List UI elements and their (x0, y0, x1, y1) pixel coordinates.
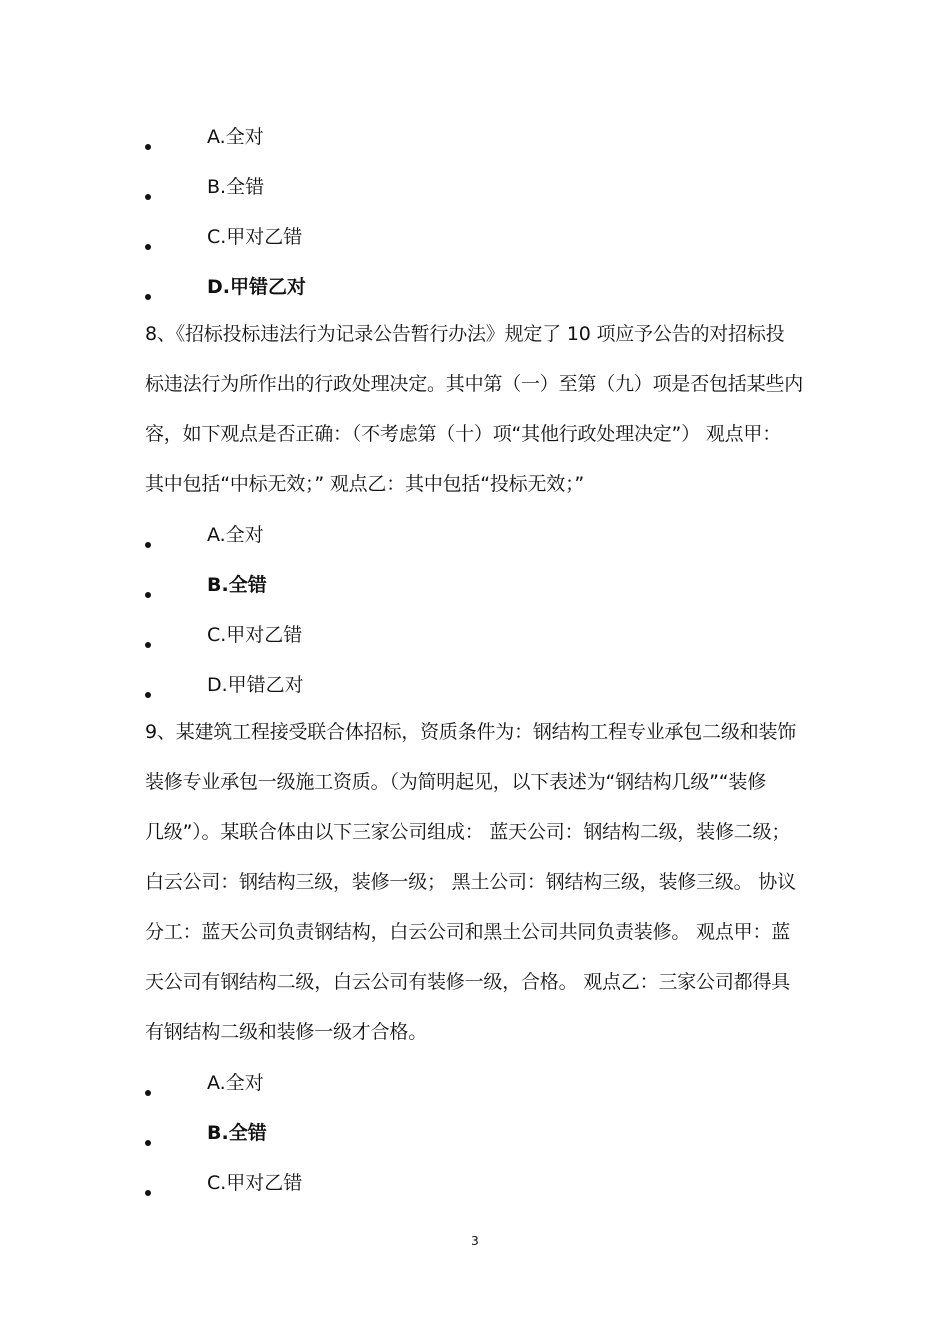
q7-option-c[interactable] (0, 224, 950, 264)
bullet-icon (145, 692, 151, 698)
page-number: 3 (471, 1234, 479, 1248)
q8-line-3: 容，如下观点是否正确：（不考虑第（十）项“其他行政处理决定”） 观点甲： (145, 423, 782, 445)
q8-option-d-label: D.甲错乙对 (207, 674, 304, 696)
q9-question-text (145, 707, 817, 1057)
q9-option-a-label: A.全对 (207, 1072, 264, 1094)
q8-line-1: 8、《招标投标违法行为记录公告暂行办法》规定了 10 项应予公告的对招标投 (145, 323, 785, 345)
q8-question-text (145, 309, 817, 509)
q9-option-b-label: B.全错 (207, 1122, 267, 1144)
bullet-icon (145, 1090, 151, 1096)
bullet-icon (145, 194, 151, 200)
q7-option-d-label: D.甲错乙对 (207, 276, 306, 298)
q7-option-b-label: B.全错 (207, 176, 265, 198)
q8-option-b-label: B.全错 (207, 574, 267, 596)
q9-line-5: 分工：蓝天公司负责钢结构，白云公司和黑土公司共同负责装修。 观点甲：蓝 (145, 921, 791, 943)
bullet-icon (145, 144, 151, 150)
q8-option-a-label: A.全对 (207, 524, 264, 546)
q9-option-c-label: C.甲对乙错 (207, 1172, 303, 1194)
q9-line-1: 9、某建筑工程接受联合体招标，资质条件为：钢结构工程专业承包二级和装饰 (145, 721, 797, 743)
q8-line-4: 其中包括“中标无效；” 观点乙：其中包括“投标无效；” (145, 473, 585, 495)
q8-option-d[interactable] (0, 672, 950, 712)
bullet-icon (145, 542, 151, 548)
q9-line-6: 天公司有钢结构二级，白云公司有装修一级，合格。 观点乙：三家公司都得具 (145, 971, 791, 993)
q8-option-c[interactable] (0, 622, 950, 662)
bullet-icon (145, 244, 151, 250)
q7-option-c-label: C.甲对乙错 (207, 226, 303, 248)
q9-line-3: 几级”）。某联合体由以下三家公司组成： 蓝天公司：钢结构二级，装修二级； (145, 821, 791, 843)
q9-line-2: 装修专业承包一级施工资质。（为简明起见，以下表述为“钢结构几级”“装修 (145, 771, 767, 793)
q9-line-4: 白云公司：钢结构三级，装修一级； 黑土公司：钢结构三级，装修三级。 协议 (145, 871, 796, 893)
q8-option-a[interactable] (0, 522, 950, 562)
q9-option-c[interactable] (0, 1170, 950, 1210)
q9-option-a[interactable] (0, 1070, 950, 1110)
q9-line-7: 有钢结构二级和装修一级才合格。 (145, 1021, 428, 1043)
q7-option-b[interactable] (0, 174, 950, 214)
q9-option-b[interactable] (0, 1120, 950, 1160)
bullet-icon (145, 1190, 151, 1196)
q7-option-a-label: A.全对 (207, 126, 264, 148)
q8-option-b[interactable] (0, 572, 950, 612)
q7-option-a[interactable] (0, 124, 950, 164)
bullet-icon (145, 642, 151, 648)
bullet-icon (145, 592, 151, 598)
q8-line-2: 标违法行为所作出的行政处理决定。其中第（一）至第（九）项是否包括某些内 (145, 373, 804, 395)
q8-option-c-label: C.甲对乙错 (207, 624, 303, 646)
bullet-icon (145, 294, 151, 300)
bullet-icon (145, 1140, 151, 1146)
q7-option-d[interactable] (0, 274, 950, 314)
